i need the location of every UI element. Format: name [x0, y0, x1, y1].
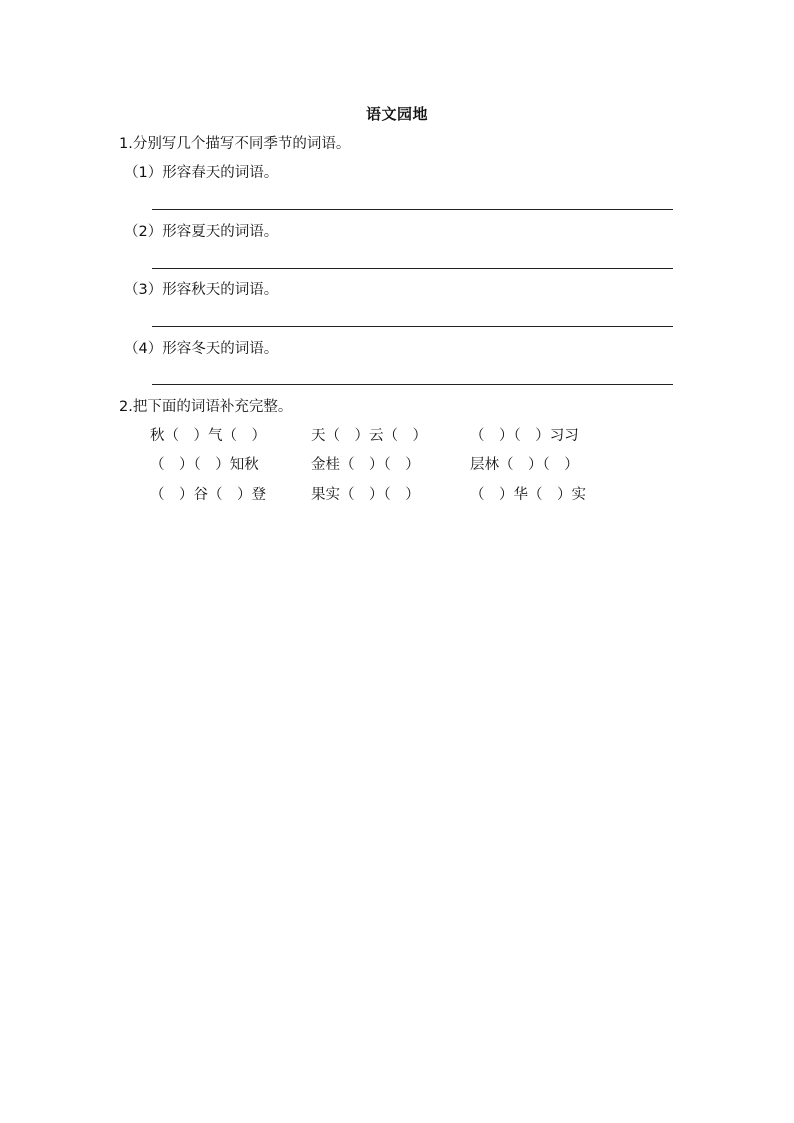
answer-line-spring[interactable] [152, 209, 673, 210]
question-1-item-winter: （4）形容冬天的词语。 [124, 341, 279, 357]
answer-line-autumn[interactable] [152, 326, 673, 327]
phrase-blank-r2-c3[interactable]: 层林（ ）（ ） [470, 457, 579, 473]
phrase-blank-r1-c1[interactable]: 秋（ ）气（ ） [150, 428, 266, 444]
phrase-blank-r2-c2[interactable]: 金桂（ ）（ ） [311, 457, 420, 473]
answer-line-summer[interactable] [152, 268, 673, 269]
phrase-blank-r3-c1[interactable]: （ ）谷（ ）登 [150, 487, 266, 503]
question-1-item-summer: （2）形容夏天的词语。 [124, 224, 279, 240]
page-title: 语文园地 [365, 105, 428, 123]
phrase-blank-r1-c2[interactable]: 天（ ）云（ ） [311, 428, 427, 444]
phrase-blank-r3-c2[interactable]: 果实（ ）（ ） [311, 487, 420, 503]
question-1-prompt: 1.分别写几个描写不同季节的词语。 [119, 136, 351, 152]
answer-line-winter[interactable] [152, 384, 673, 385]
phrase-blank-r1-c3[interactable]: （ ）（ ）习习 [470, 428, 579, 444]
phrase-blank-r3-c3[interactable]: （ ）华（ ）实 [470, 487, 586, 503]
question-1-item-autumn: （3）形容秋天的词语。 [124, 282, 279, 298]
question-2-prompt: 2.把下面的词语补充完整。 [119, 399, 293, 415]
question-1-item-spring: （1）形容春天的词语。 [124, 165, 279, 181]
phrase-blank-r2-c1[interactable]: （ ）（ ）知秋 [150, 457, 259, 473]
